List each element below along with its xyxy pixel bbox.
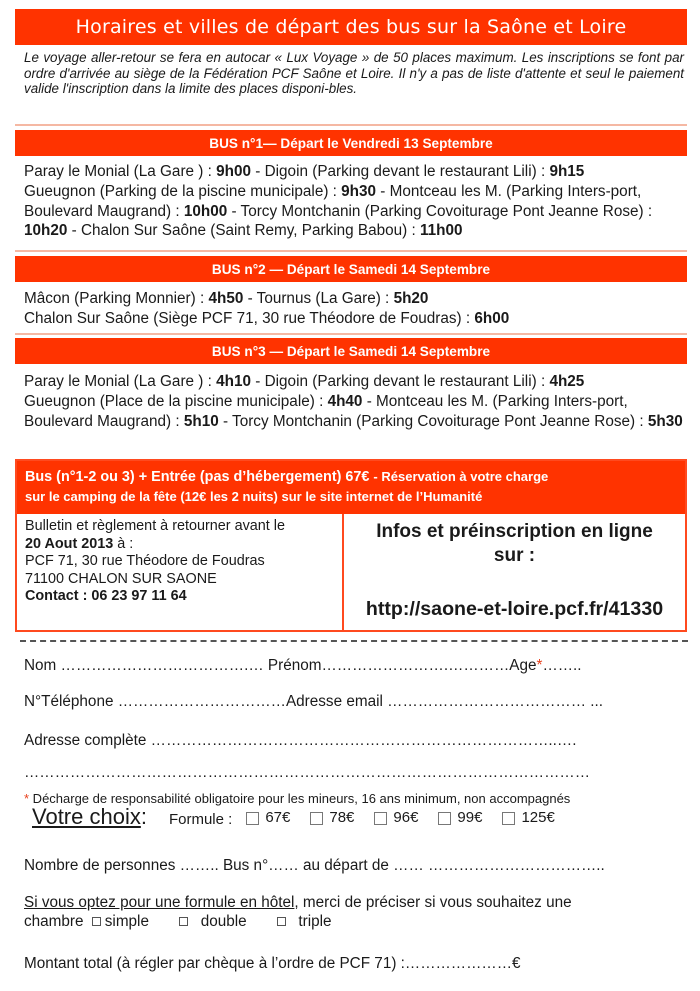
divider <box>15 333 687 335</box>
checkbox[interactable] <box>92 917 101 926</box>
bus-2-schedule: Mâcon (Parking Monnier) : 4h50 - Tournus (La Gare) : 5h20 Chalon Sur Saône (Siège PCF 71, 30 rue Théodore de Foudras) : 6h00 <box>24 290 510 327</box>
contact-phone: Contact : 06 23 97 11 64 <box>25 588 187 605</box>
nom-field[interactable]: Nom ……………………………….… <box>24 657 268 674</box>
formule-option-125[interactable]: 125€ <box>502 809 554 827</box>
bus-1-schedule: Paray le Monial (La Gare ) : 9h00 - Digoin (Parking devant le restaurant Lili) : 9h15 Gueugnon (Parking de la piscine municipale) : 9h30 - Montceau les M. (Parking Inters-port, Boulevard Maugrand) : 10h00 - Torcy Montchanin (Parking Covoiturage Pont Jeanne Rose) : 10h20 - Chalon Sur Saône (Saint Remy, Parking Babou) : 11h00 <box>24 163 653 240</box>
formule-option-99[interactable]: 99€ <box>438 809 482 827</box>
mailing-info: Bulletin et règlement à retourner avant le 20 Aout 2013 à : PCF 71, 30 rue Théodore de Foudras 71100 CHALON SUR SAONE Contact : 06 23 97 11 64 <box>17 514 344 630</box>
formule-option-78[interactable]: 78€ <box>310 809 354 827</box>
page-title-text: Horaires et villes de départ des bus sur la Saône et Loire <box>75 16 627 38</box>
bus-1-header <box>15 130 687 156</box>
age-field[interactable]: …….. <box>542 657 582 674</box>
online-info: Infos et préinscription en ligne sur : http://saone-et-loire.pcf.fr/41330 <box>344 514 685 630</box>
bus-1-title: BUS n°1— Départ le Vendredi 13 Septembre <box>209 135 493 151</box>
persons-bus-departure-field[interactable]: Nombre de personnes …….. Bus n°…… au départ de …… …………………………….. <box>24 857 605 874</box>
bus-3-header <box>15 338 687 364</box>
minor-disclaimer: * Décharge de responsabilité obligatoire pour les mineurs, 16 ans minimum, non accompagnés <box>24 791 571 806</box>
checkbox[interactable] <box>246 812 259 825</box>
room-simple-option[interactable]: simple <box>88 913 149 930</box>
checkbox[interactable] <box>374 812 387 825</box>
phone-email-field[interactable]: N°Téléphone ……………………………Adresse email ………………………………… ... <box>24 693 604 710</box>
formule-choice-row: Votre choix : Formule : 67€ 78€ 96€ 99€ 125€ <box>32 804 555 829</box>
intro-text: Le voyage aller-retour se fera en autocar « Lux Voyage » de 50 places maximum. Les inscriptions se font par ordre d'arrivée au siège de la Fédération PCF Saône et Loire. Il n'y a pas de liste d'attente et seul le paiement valide l'inscription dans la limite des places disponi-bles. <box>24 50 684 96</box>
cut-line <box>20 640 688 642</box>
offer-header: Bus (n°1-2 ou 3) + Entrée (pas d’hébergement) 67€ - Réservation à votre charge sur le camping de la fête (12€ les 2 nuits) sur le site internet de l’Humanité <box>17 461 685 514</box>
checkbox[interactable] <box>310 812 323 825</box>
address-field-continued[interactable]: ………………………………………………………………………………………………… <box>24 764 590 781</box>
total-amount-field[interactable]: Montant total (à régler par chèque à l’ordre de PCF 71) :…………………€ <box>24 955 521 972</box>
formule-option-67[interactable]: 67€ <box>246 809 290 827</box>
bus-3-title: BUS n°3 — Départ le Samedi 14 Septembre <box>211 343 491 359</box>
divider <box>15 250 687 252</box>
form-name-row: Nom ……………………………….… Prénom…………………….…………Age*…….. <box>24 657 582 674</box>
room-type-row: chambre simple double triple <box>24 913 332 930</box>
prenom-field[interactable]: Prénom…………………….………… <box>267 657 510 674</box>
choice-title: Votre choix <box>32 804 141 829</box>
registration-link[interactable]: http://saone-et-loire.pcf.fr/41330 <box>365 598 664 620</box>
room-double-option[interactable]: double <box>175 913 246 930</box>
checkbox[interactable] <box>179 917 188 926</box>
formule-option-96[interactable]: 96€ <box>374 809 418 827</box>
divider <box>15 124 687 126</box>
checkbox[interactable] <box>438 812 451 825</box>
hotel-instructions: Si vous optez pour une formule en hôtel, merci de préciser si vous souhaitez une <box>24 894 572 911</box>
checkbox[interactable] <box>277 917 286 926</box>
room-triple-option[interactable]: triple <box>273 913 332 930</box>
page-title <box>15 9 687 45</box>
offer-box <box>15 459 687 632</box>
bus-3-schedule: Paray le Monial (La Gare ) : 4h10 - Digoin (Parking devant le restaurant Lili) : 4h25 Gueugnon (Place de la piscine municipale) : 4h40 - Montceau les M. (Parking Inters-port, Boulevard Maugrand) : 5h10 - Torcy Montchanin (Parking Covoiturage Pont Jeanne Rose) : 5h30 <box>24 373 683 430</box>
bus-2-title: BUS n°2 — Départ le Samedi 14 Septembre <box>211 261 491 277</box>
bus-2-header <box>15 256 687 282</box>
checkbox[interactable] <box>502 812 515 825</box>
address-field[interactable]: Adresse complète ……………………………………………………………………..…. <box>24 732 577 749</box>
